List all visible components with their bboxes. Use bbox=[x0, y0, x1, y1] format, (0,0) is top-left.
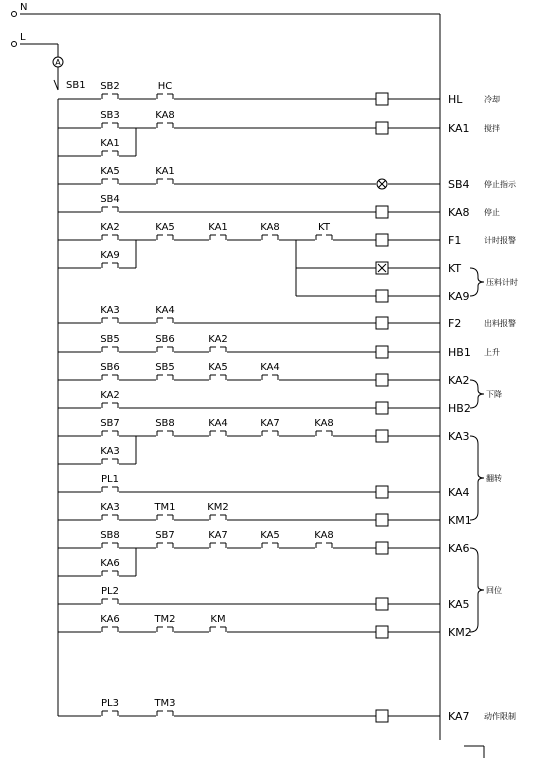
coil-label: KT bbox=[448, 262, 462, 275]
group-note: 回位 bbox=[486, 586, 502, 595]
contact-label: KA1 bbox=[100, 138, 120, 149]
contact-label: PL2 bbox=[101, 586, 119, 597]
coil-symbol bbox=[376, 317, 388, 329]
contact-label: KA8 bbox=[155, 110, 175, 121]
rung-note: 上升 bbox=[484, 348, 500, 357]
coil-label: KM2 bbox=[448, 626, 472, 639]
contact-label: SB7 bbox=[100, 418, 120, 429]
coil-symbol bbox=[376, 542, 388, 554]
contact-label: KA3 bbox=[100, 446, 120, 457]
contact-label: KA4 bbox=[155, 305, 175, 316]
coil-label: KA2 bbox=[448, 374, 470, 387]
contact-label: KA9 bbox=[100, 250, 120, 261]
contact-label: SB3 bbox=[100, 110, 120, 121]
coil-label: HB2 bbox=[448, 402, 471, 415]
group-note: 下降 bbox=[486, 390, 502, 399]
contact-label: SB2 bbox=[100, 81, 120, 92]
contact-label: SB5 bbox=[100, 334, 120, 345]
rung-note: 搅拌 bbox=[484, 124, 500, 133]
contact-label: KA3 bbox=[100, 502, 120, 513]
contact-label: KA2 bbox=[208, 334, 228, 345]
coil-label: KA5 bbox=[448, 598, 470, 611]
coil-symbol bbox=[376, 598, 388, 610]
rung-note: 停止指示 bbox=[484, 180, 516, 189]
rung-note: 计时报警 bbox=[484, 236, 516, 245]
line-terminal bbox=[12, 42, 17, 47]
contact-label: KM bbox=[210, 614, 226, 625]
contact-label: SB6 bbox=[155, 334, 175, 345]
coil-label: KA6 bbox=[448, 542, 470, 555]
contact-label: TM3 bbox=[154, 698, 176, 709]
contact-label: KA8 bbox=[314, 530, 334, 541]
coil-label: F1 bbox=[448, 234, 462, 247]
coil-label: KA7 bbox=[448, 710, 470, 723]
contact-label: KA2 bbox=[100, 390, 120, 401]
coil-label: KA4 bbox=[448, 486, 470, 499]
coil-symbol bbox=[376, 626, 388, 638]
coil-symbol bbox=[376, 290, 388, 302]
contact-label: SB8 bbox=[100, 530, 120, 541]
contact-label: KA5 bbox=[208, 362, 228, 373]
neutral-label: N bbox=[20, 2, 28, 13]
contact-label: KA8 bbox=[260, 222, 280, 233]
group-note: 翻转 bbox=[486, 474, 502, 483]
rung-note: 停止 bbox=[484, 208, 500, 217]
coil-symbol bbox=[376, 430, 388, 442]
group-brace bbox=[470, 380, 484, 408]
elements bbox=[12, 2, 519, 723]
coil-label: KM1 bbox=[448, 514, 472, 527]
contact-label: KA5 bbox=[260, 530, 280, 541]
contact-label: PL1 bbox=[101, 474, 119, 485]
coil-symbol bbox=[376, 206, 388, 218]
contact-label: KA2 bbox=[100, 222, 120, 233]
contact-label: TM2 bbox=[154, 614, 176, 625]
contact-label: KA3 bbox=[100, 305, 120, 316]
coil-label: KA3 bbox=[448, 430, 470, 443]
rung-note: 冷却 bbox=[484, 95, 500, 104]
contact-label: KA5 bbox=[155, 222, 175, 233]
coil-label: KA9 bbox=[448, 290, 470, 303]
coil-label: SB4 bbox=[448, 178, 470, 191]
contact-label: KA4 bbox=[260, 362, 280, 373]
wires bbox=[20, 14, 484, 758]
line-label: L bbox=[20, 32, 26, 43]
coil-symbol bbox=[376, 402, 388, 414]
main-switch-label: SB1 bbox=[66, 80, 86, 91]
coil-symbol bbox=[376, 93, 388, 105]
contact-label: SB6 bbox=[100, 362, 120, 373]
contact-label: KA6 bbox=[100, 614, 120, 625]
contact-label: KA1 bbox=[155, 166, 175, 177]
contact-label: KA5 bbox=[100, 166, 120, 177]
contact-label: TM1 bbox=[154, 502, 176, 513]
fuse-label: A bbox=[55, 58, 61, 67]
group-note: 压料计时 bbox=[486, 278, 518, 287]
contact-label: SB8 bbox=[155, 418, 175, 429]
coil-symbol bbox=[376, 374, 388, 386]
contact-label: HC bbox=[157, 81, 173, 92]
coil-label: HB1 bbox=[448, 346, 471, 359]
contact-label: PL3 bbox=[101, 698, 119, 709]
rung-note: 动作限制 bbox=[484, 712, 516, 721]
contact-label: KA4 bbox=[208, 418, 228, 429]
coil-label: KA8 bbox=[448, 206, 470, 219]
coil-label: F2 bbox=[448, 317, 462, 330]
contact-label: KM2 bbox=[207, 502, 229, 513]
coil-symbol bbox=[376, 486, 388, 498]
contact-label: KA1 bbox=[208, 222, 228, 233]
coil-symbol bbox=[376, 514, 388, 526]
contact-label: KT bbox=[318, 222, 330, 233]
main-switch-blade bbox=[54, 80, 58, 90]
coil-symbol bbox=[376, 346, 388, 358]
contact-label: KA7 bbox=[208, 530, 228, 541]
group-brace bbox=[470, 268, 484, 296]
group-brace bbox=[470, 548, 484, 632]
coil-label: KA1 bbox=[448, 122, 470, 135]
coil-symbol bbox=[376, 122, 388, 134]
contact-label: SB4 bbox=[100, 194, 120, 205]
coil-symbol bbox=[376, 234, 388, 246]
contact-label: KA7 bbox=[260, 418, 280, 429]
contact-label: KA8 bbox=[314, 418, 334, 429]
contact-label: SB7 bbox=[155, 530, 175, 541]
contact-label: KA6 bbox=[100, 558, 120, 569]
rung-note: 出料报警 bbox=[484, 319, 516, 328]
coil-label: HL bbox=[448, 93, 463, 106]
group-brace bbox=[470, 436, 484, 520]
neutral-terminal bbox=[12, 12, 17, 17]
coil-symbol bbox=[376, 710, 388, 722]
contact-label: SB5 bbox=[155, 362, 175, 373]
